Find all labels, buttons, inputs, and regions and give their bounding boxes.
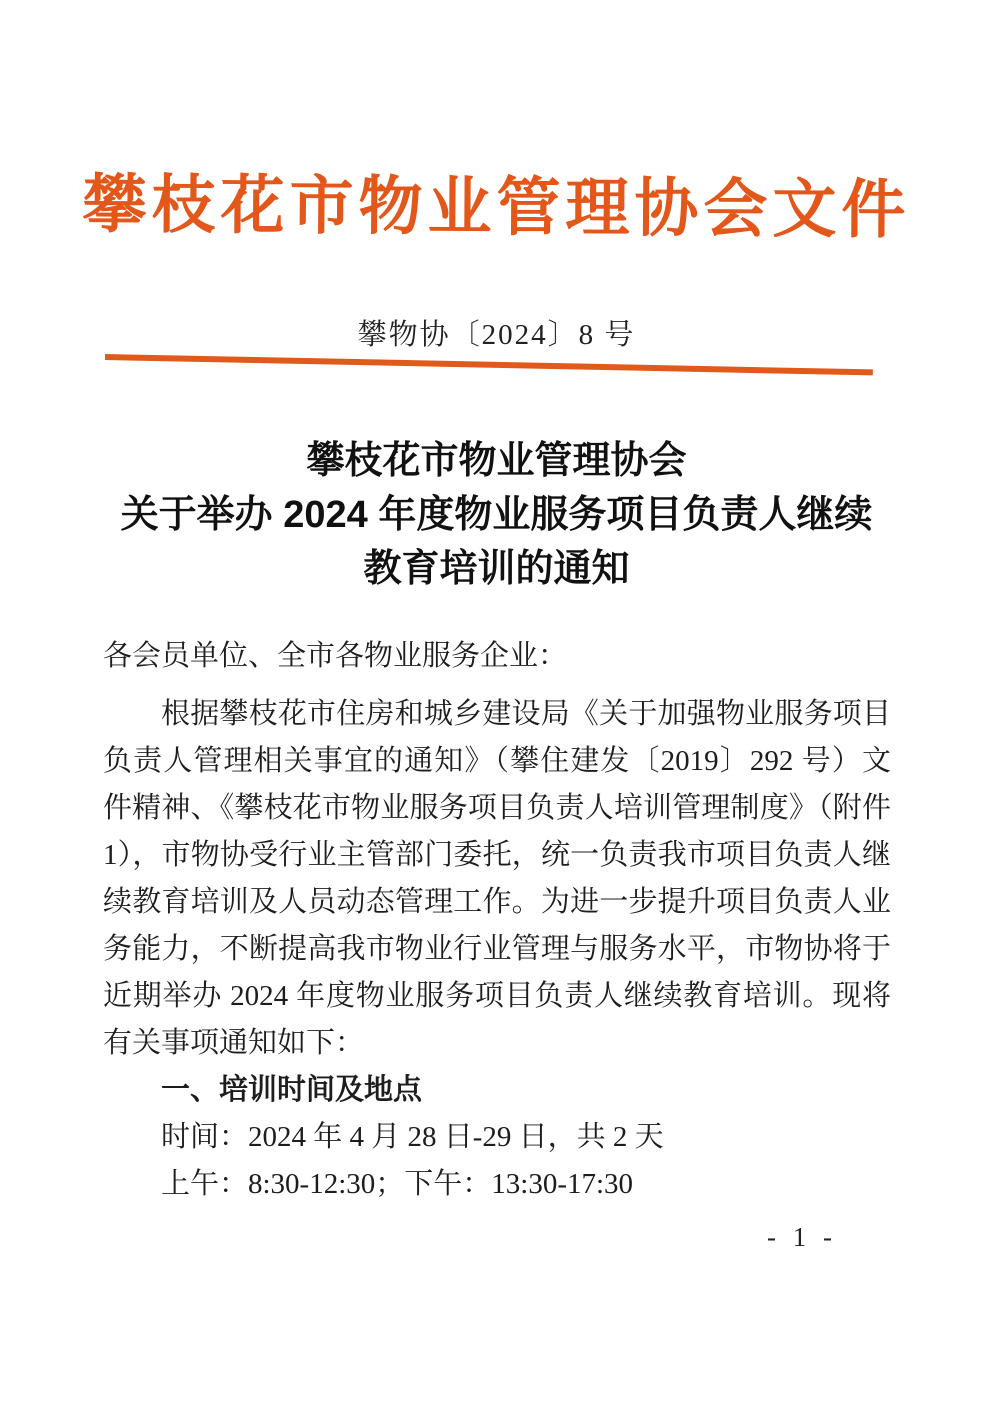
training-session-line: 上午：8:30-12:30；下午：13:30-17:30 (161, 1168, 634, 1200)
notice-body (103, 633, 891, 1208)
notice-title-line1: 攀枝花市物业管理协会 (306, 440, 687, 482)
notice-title-line2: 关于举办 2024 年度物业服务项目负责人继续 (120, 494, 873, 536)
body-paragraph-1: 根据攀枝花市住房和城乡建设局《关于加强物业服务项目负责人管理相关事宜的通知》（攀住建发〔2019〕292 号）文件精神、《攀枝花市物业服务项目负责人培训管理制度》（附件 1），市物协受行业主管部门委托，统一负责我市项目负责人继续教育培训及人员动态管理工作。为进一步提升项目负责人业务能力，不断提高我市物业行业管理与服务水平，市物协将于近期举办 2024 年度物业服务项目负责人继续教育培训。现将有关事项通知如下： (103, 698, 891, 1059)
notice-title-line3: 教育培训的通知 (363, 548, 630, 590)
page-number: - 1 - (767, 1222, 837, 1252)
section-heading-1: 一、培训时间及地点 (161, 1074, 423, 1106)
notice-title (0, 434, 993, 596)
document-header-title: 攀枝花市物业管理协会文件 (82, 169, 911, 246)
document-number: 攀物协〔2024〕8 号 (357, 319, 636, 351)
header-divider-line (105, 354, 873, 375)
training-time-line: 时间：2024 年 4 月 28 日-29 日，共 2 天 (161, 1121, 664, 1153)
salutation-line: 各会员单位、全市各物业服务企业： (103, 640, 568, 672)
